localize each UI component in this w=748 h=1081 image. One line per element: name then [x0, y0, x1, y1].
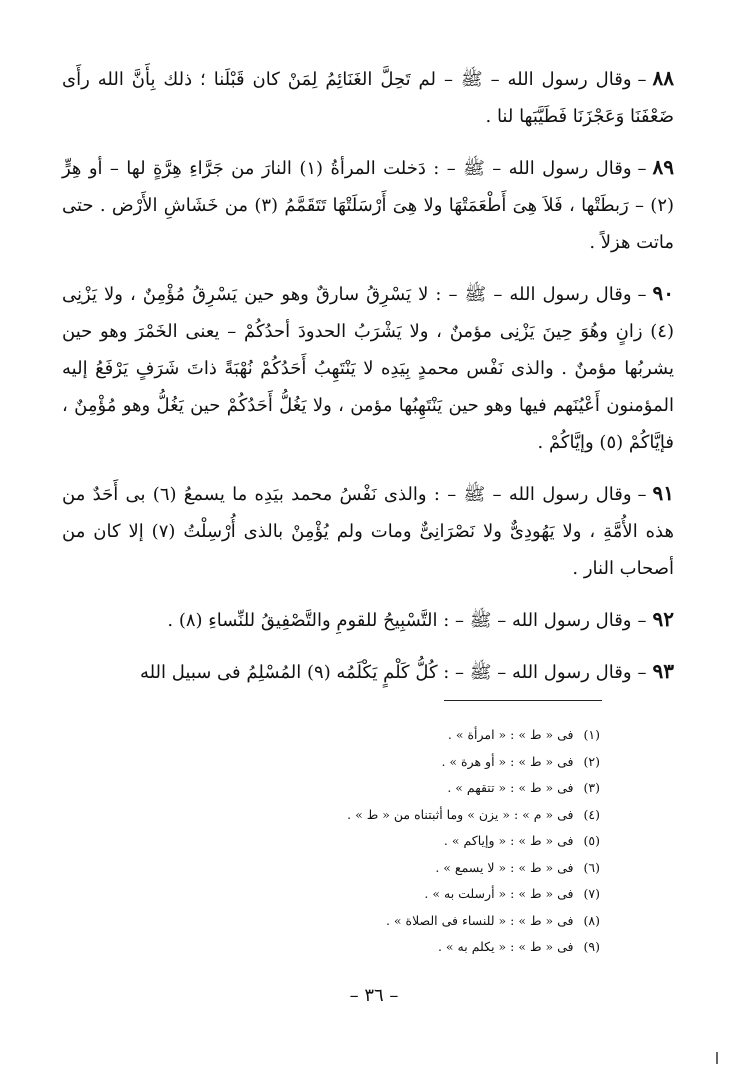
footnote-number: (٤)	[583, 806, 600, 822]
footnote	[200, 749, 600, 776]
footnote	[200, 722, 600, 749]
footnote	[200, 881, 600, 908]
footnote	[200, 855, 600, 882]
footnote-number: (٩)	[583, 939, 600, 954]
scan-mark	[716, 1052, 718, 1064]
footnote-divider	[444, 700, 602, 701]
hadith-paragraph: ٩٣–وقال رسول الله – ﷺ – : كُلُّ كَلْمٍ يَكْلَمُه (٩) المُسْلِمُ فى سبيل الله	[139, 659, 674, 683]
hadith-text: وقال رسول الله – ﷺ – لم تَحِلَّ الغَنَائِمُ لِمَنْ كان قَبْلَنا ؛ ذلك بِأَنَّ الله رأَى ضَعْفَنَا وَعَجْزَنَا فَطَيَّبَها لنا .	[62, 69, 674, 127]
footnotes	[200, 722, 600, 961]
hadith-number: ٨٩	[652, 155, 675, 179]
footnote-number: (٧)	[583, 886, 600, 901]
hadith-paragraph: ٨٩–وقال رسول الله – ﷺ – : دَخلت المرأةُ (١) النارَ من جَرَّاءِ هِرَّةٍ لها – أو هِرٍّ (٢) – رَبطَتْها ، فَلاَ هِىَ أَطْعَمَتْهَا ولا هِىَ أَرْسَلَتْهَا تَتَقَمَّمُ (٣) من خَشَاشِ الأَرْض . حتى ماتت هزلاً .	[62, 155, 675, 253]
page-number: – ٣٦ –	[349, 985, 399, 1006]
hadith-number: ٩٣	[652, 659, 674, 683]
footnote-text: فى « ط » : « وإياكم » .	[443, 833, 574, 848]
hadith-paragraph: ٨٨–وقال رسول الله – ﷺ – لم تَحِلَّ الغَنَائِمُ لِمَنْ كان قَبْلَنا ؛ ذلك بِأَنَّ الله رأَى ضَعْفَنَا وَعَجْزَنَا فَطَيَّبَها لنا .	[62, 66, 674, 127]
footnote-number: (٥)	[583, 833, 600, 848]
footnote	[200, 934, 600, 961]
hadith-text: وقال رسول الله – ﷺ – : دَخلت المرأةُ (١) النارَ من جَرَّاءِ هِرَّةٍ لها – أو هِرٍّ (٢) – رَبطَتْها ، فَلاَ هِىَ أَطْعَمَتْهَا ولا هِىَ أَرْسَلَتْهَا تَتَقَمَّمُ (٣) من خَشَاشِ الأَرْض . حتى ماتت هزلاً .	[62, 158, 675, 253]
footnote	[200, 908, 600, 935]
hadith-number: ٩١	[652, 481, 674, 505]
hadith-paragraph: ٩٠–وقال رسول الله – ﷺ – : لا يَسْرِقُ سارقٌ وهو حين يَسْرِقُ مُؤْمِنٌ ، ولا يَزْنِى (٤) زانٍ وهُوَ حِينَ يَزْنِى مؤمنٌ ، ولا يَشْرَبُ الحدودَ أحدُكُمْ – يعنى الخَمْرَ وهو حين يشربُها مؤمنٌ . والذى نَفْس محمدٍ بِيَدِه لا يَنْتَهِبُ أَحَدُكُمْ نُهْبَةً ذاتَ شَرَفٍ يَرْفَعُ إليه المؤمنون أَعْيُنَهم فيها وهو حين يَنْتَهِبُها مؤمن ، ولا يَغُلُّ أَحَدُكُمْ حين يَغُلُّ وهو مُؤْمِنٌ ، فإيَّاكُمْ (٥) وإيَّاكُمْ .	[62, 281, 674, 453]
hadith-text: وقال رسول الله – ﷺ – : كُلُّ كَلْمٍ يَكْلَمُه (٩) المُسْلِمُ فى سبيل الله	[139, 662, 632, 683]
hadith-text: وقال رسول الله – ﷺ – : والذى نَفْسُ محمد بيَدِه ما يسمعُ (٦) بى أَحَدٌ من هذه الأُمَّةِ ، ولا يَهُودِىٌّ ولا نَصْرَانِىٌّ ومات ولم يُؤْمِنْ بالذى أُرْسِلْتُ (٧) إلا كان من أصحاب النار .	[62, 484, 674, 579]
main-text	[62, 60, 674, 705]
footnote-text: فى « م » : « يزن » وما أثبتناه من « ط » .	[347, 806, 574, 822]
footnote-text: فى « ط » : « يكلم به » .	[437, 939, 574, 954]
footnote-text: فى « ط » : « للنساء فى الصلاة » .	[385, 912, 574, 928]
footnote-text: فى « ط » : « أرسلت به » .	[424, 886, 574, 901]
footnote	[200, 802, 600, 829]
footnote-number: (٢)	[583, 753, 600, 769]
footnote	[200, 775, 600, 802]
footnote-number: (٦)	[583, 859, 600, 875]
hadith-paragraph: ٩١–وقال رسول الله – ﷺ – : والذى نَفْسُ محمد بيَدِه ما يسمعُ (٦) بى أَحَدٌ من هذه الأُمَّةِ ، ولا يَهُودِىٌّ ولا نَصْرَانِىٌّ ومات ولم يُؤْمِنْ بالذى أُرْسِلْتُ (٧) إلا كان من أصحاب النار .	[62, 481, 674, 579]
footnote-number: (١)	[583, 727, 600, 742]
hadith-paragraph: ٩٢–وقال رسول الله – ﷺ – : التَّسْبِيحُ للقومِ والتَّصْفِيقُ للنِّساءِ (٨) .	[167, 607, 674, 631]
hadith-text: وقال رسول الله – ﷺ – : لا يَسْرِقُ سارقٌ وهو حين يَسْرِقُ مُؤْمِنٌ ، ولا يَزْنِى (٤) زانٍ وهُوَ حِينَ يَزْنِى مؤمنٌ ، ولا يَشْرَبُ الحدودَ أحدُكُمْ – يعنى الخَمْرَ وهو حين يشربُها مؤمنٌ . والذى نَفْس محمدٍ بِيَدِه لا يَنْتَهِبُ أَحَدُكُمْ نُهْبَةً ذاتَ شَرَفٍ يَرْفَعُ إليه المؤمنون أَعْيُنَهم فيها وهو حين يَنْتَهِبُها مؤمن ، ولا يَغُلُّ أَحَدُكُمْ حين يَغُلُّ وهو مُؤْمِنٌ ، فإيَّاكُمْ (٥) وإيَّاكُمْ .	[62, 284, 674, 453]
footnote-text: فى « ط » : « لا يسمع » .	[435, 859, 574, 875]
footnote-number: (٨)	[583, 912, 600, 928]
hadith-number: ٩٢	[652, 607, 674, 631]
footnote-number: (٣)	[583, 780, 600, 795]
footnote-text: فى « ط » : « أو هرة » .	[441, 753, 574, 769]
hadith-number: ٨٨	[652, 66, 674, 90]
footnote-text: فى « ط » : « امرأة » .	[447, 727, 574, 742]
footnote-text: فى « ط » : « تتقهم » .	[447, 780, 574, 795]
footnote	[200, 828, 600, 855]
hadith-number: ٩٠	[652, 281, 674, 305]
hadith-text: وقال رسول الله – ﷺ – : التَّسْبِيحُ للقومِ والتَّصْفِيقُ للنِّساءِ (٨) .	[167, 610, 632, 631]
